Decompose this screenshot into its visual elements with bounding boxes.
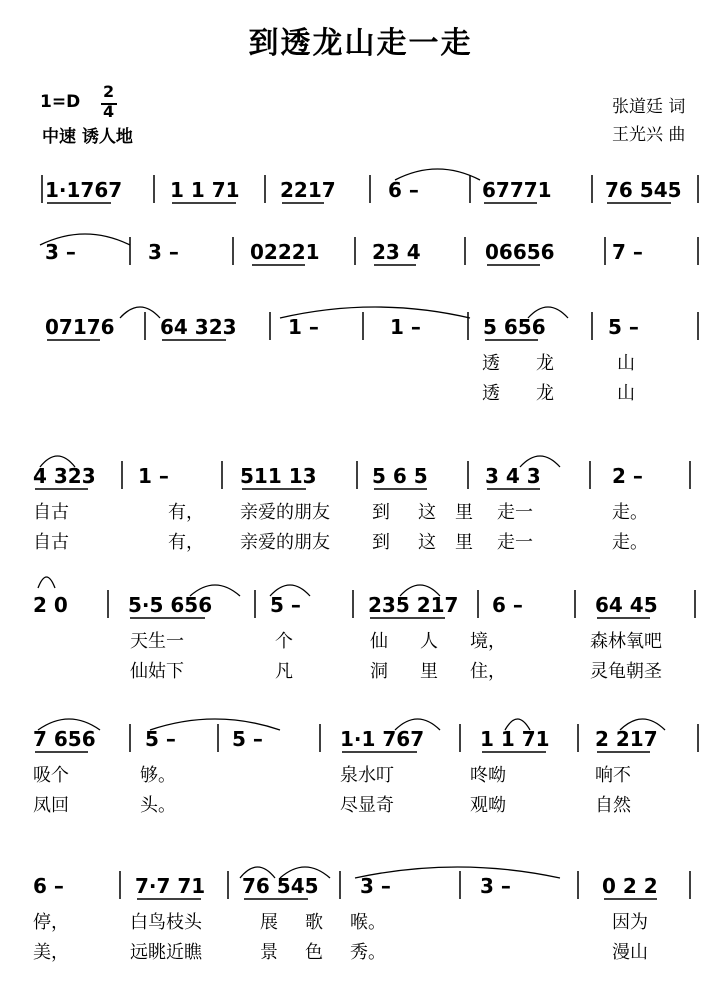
lyric-verse-2: 亲爱的朋友 bbox=[240, 532, 330, 553]
lyric-verse-1: 仙 bbox=[370, 631, 388, 652]
lyric-verse-1: 吸个 bbox=[33, 765, 69, 786]
measure-notes: 6 – bbox=[388, 178, 419, 202]
measure-notes: 76 545 bbox=[242, 874, 319, 898]
lyric-verse-1: 里 bbox=[455, 502, 473, 523]
lyric-verse-2: 观呦 bbox=[470, 795, 506, 816]
measure-notes: 5 – bbox=[145, 727, 176, 751]
lyric-verse-2: 美， bbox=[33, 942, 69, 963]
lyric-verse-1: 因为 bbox=[612, 912, 648, 933]
measure-notes: 1 – bbox=[390, 315, 421, 339]
measure-notes: 5·5 656 bbox=[128, 593, 213, 617]
measure-notes: 0 2 2 bbox=[602, 874, 658, 898]
measure-notes: 5 656 bbox=[483, 315, 546, 339]
lyric-verse-2: 住， bbox=[470, 661, 506, 682]
lyric-verse-1: 响不 bbox=[595, 765, 631, 786]
lyric-verse-1: 森林氧吧 bbox=[590, 631, 662, 652]
measure-notes: 1 1 71 bbox=[480, 727, 550, 751]
time-signature-bottom: 4 bbox=[103, 102, 115, 121]
lyric-verse-2: 山 bbox=[617, 383, 635, 404]
measure-notes: 2 – bbox=[612, 464, 643, 488]
tempo-marking: 中速 诱人地 bbox=[42, 127, 133, 147]
measure-notes: 1 – bbox=[138, 464, 169, 488]
song-title: 到透龙山走一走 bbox=[248, 26, 473, 61]
lyric-verse-2: 凤回 bbox=[33, 795, 69, 816]
lyric-verse-1: 够。 bbox=[140, 765, 176, 786]
lyric-verse-1: 咚呦 bbox=[470, 765, 506, 786]
measure-notes: 02221 bbox=[250, 240, 320, 264]
lyric-verse-1: 个 bbox=[275, 631, 293, 652]
lyric-verse-2: 色 bbox=[305, 942, 323, 963]
lyric-verse-2: 走一 bbox=[497, 532, 533, 553]
lyric-verse-1: 停， bbox=[33, 912, 69, 933]
lyric-verse-1: 龙 bbox=[536, 353, 554, 374]
measure-notes: 7 – bbox=[612, 240, 643, 264]
measure-notes: 2 0 bbox=[33, 593, 68, 617]
lyric-verse-1: 白鸟枝头 bbox=[130, 912, 202, 933]
slur-arc bbox=[38, 577, 55, 588]
lyric-verse-2: 灵龟朝圣 bbox=[590, 661, 662, 682]
measure-notes: 1 1 71 bbox=[170, 178, 240, 202]
lyric-verse-1: 有， bbox=[168, 502, 204, 523]
lyric-verse-2: 秀。 bbox=[350, 942, 386, 963]
lyric-verse-2: 洞 bbox=[370, 661, 388, 682]
measure-notes: 7 656 bbox=[33, 727, 96, 751]
lyric-verse-1: 山 bbox=[617, 353, 635, 374]
measure-notes: 07176 bbox=[45, 315, 115, 339]
lyric-verse-1: 人 bbox=[420, 631, 438, 652]
lyric-verse-1: 天生一 bbox=[130, 631, 184, 652]
lyric-verse-2: 尽显奇 bbox=[340, 795, 394, 816]
measure-notes: 2 217 bbox=[595, 727, 658, 751]
lyric-verse-1: 这 bbox=[418, 502, 436, 523]
lyric-verse-1: 透 bbox=[482, 353, 500, 374]
lyric-verse-1: 走。 bbox=[612, 502, 648, 523]
lyric-verse-1: 到 bbox=[372, 502, 390, 523]
measure-notes: 4 323 bbox=[33, 464, 96, 488]
measure-notes: 64 323 bbox=[160, 315, 237, 339]
measure-notes: 6 – bbox=[33, 874, 64, 898]
measure-notes: 2217 bbox=[280, 178, 336, 202]
lyric-verse-2: 这 bbox=[418, 532, 436, 553]
measure-notes: 3 4 3 bbox=[485, 464, 541, 488]
lyric-verse-1: 泉水叮 bbox=[340, 765, 394, 786]
measure-notes: 5 – bbox=[608, 315, 639, 339]
lyric-verse-2: 头。 bbox=[140, 795, 176, 816]
lyric-verse-1: 走一 bbox=[497, 502, 533, 523]
measure-notes: 5 – bbox=[270, 593, 301, 617]
lyric-verse-2: 到 bbox=[372, 532, 390, 553]
lyric-verse-2: 龙 bbox=[536, 383, 554, 404]
lyric-verse-2: 透 bbox=[482, 383, 500, 404]
lyric-verse-1: 喉。 bbox=[350, 912, 386, 933]
measure-notes: 3 – bbox=[480, 874, 511, 898]
measure-notes: 1·1 767 bbox=[340, 727, 425, 751]
slur-arc bbox=[120, 307, 160, 318]
lyric-verse-2: 自古 bbox=[33, 532, 69, 553]
measure-notes: 3 – bbox=[148, 240, 179, 264]
measure-notes: 76 545 bbox=[605, 178, 682, 202]
lyric-verse-2: 凡 bbox=[275, 661, 293, 682]
lyric-verse-1: 展 bbox=[260, 912, 278, 933]
measure-notes: 3 – bbox=[360, 874, 391, 898]
measure-notes: 64 45 bbox=[595, 593, 658, 617]
measure-notes: 23 4 bbox=[372, 240, 421, 264]
lyric-verse-2: 走。 bbox=[612, 532, 648, 553]
measure-notes: 5 6 5 bbox=[372, 464, 428, 488]
measure-notes: 511 13 bbox=[240, 464, 317, 488]
lyric-verse-1: 自古 bbox=[33, 502, 69, 523]
measure-notes: 3 – bbox=[45, 240, 76, 264]
lyric-verse-2: 远眺近瞧 bbox=[130, 942, 202, 963]
measure-notes: 235 217 bbox=[368, 593, 459, 617]
measure-notes: 67771 bbox=[482, 178, 552, 202]
time-signature-top: 2 bbox=[103, 82, 115, 101]
lyric-verse-2: 自然 bbox=[595, 795, 631, 816]
measure-notes: 1·1767 bbox=[45, 178, 123, 202]
lyric-verse-2: 仙姑下 bbox=[130, 661, 184, 682]
lyric-verse-2: 漫山 bbox=[612, 942, 648, 963]
lyric-verse-2: 里 bbox=[455, 532, 473, 553]
measure-notes: 5 – bbox=[232, 727, 263, 751]
lyric-verse-2: 景 bbox=[260, 942, 278, 963]
lyric-verse-1: 歌 bbox=[305, 912, 323, 933]
measure-notes: 7·7 71 bbox=[135, 874, 206, 898]
lyric-verse-1: 境， bbox=[470, 631, 506, 652]
lyricist-credit: 张道廷 词 bbox=[612, 97, 686, 117]
measure-notes: 1 – bbox=[288, 315, 319, 339]
lyric-verse-2: 里 bbox=[420, 661, 438, 682]
measure-notes: 06656 bbox=[485, 240, 555, 264]
composer-credit: 王光兴 曲 bbox=[612, 125, 686, 145]
lyric-verse-2: 有， bbox=[168, 532, 204, 553]
lyric-verse-1: 亲爱的朋友 bbox=[240, 502, 330, 523]
key-signature: 1=D bbox=[40, 92, 81, 112]
measure-notes: 6 – bbox=[492, 593, 523, 617]
